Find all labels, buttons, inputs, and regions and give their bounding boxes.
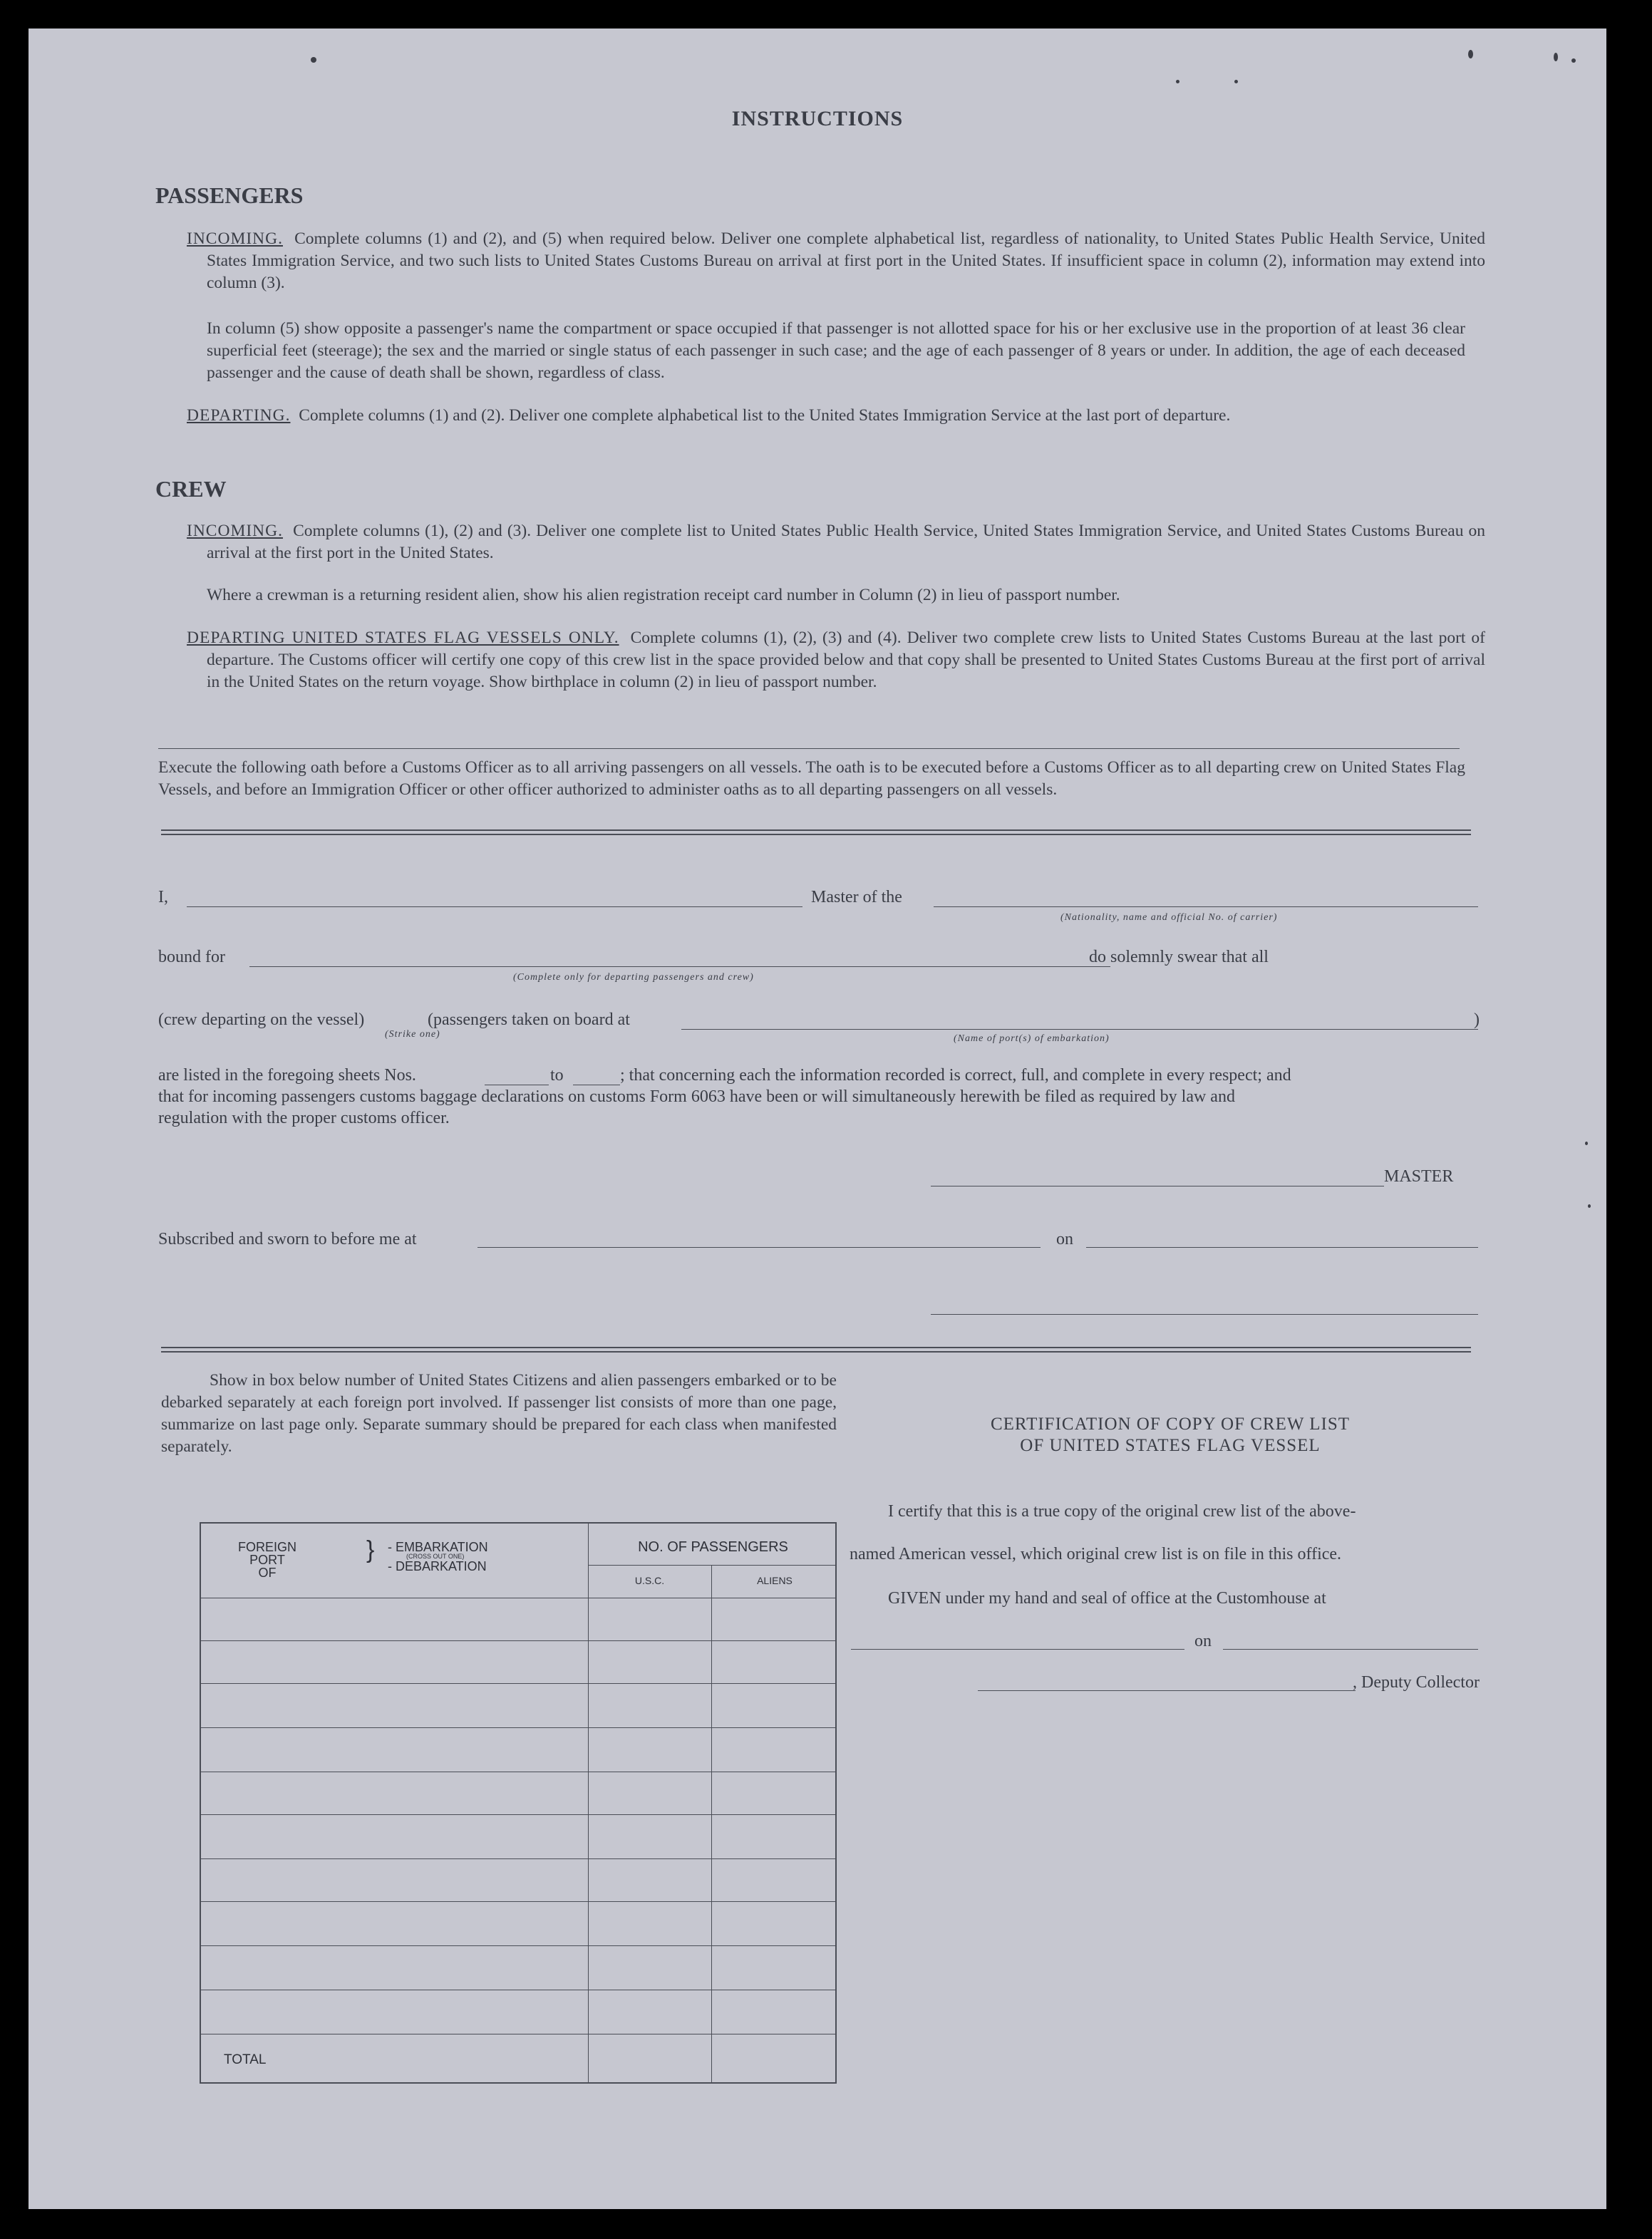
table-row-line: [201, 1727, 835, 1728]
strike-one-caption: (Strike one): [385, 1029, 440, 1040]
scan-speck: [1468, 50, 1473, 58]
crew-incoming-paragraph: [187, 520, 1485, 564]
master-name-field[interactable]: [187, 906, 802, 907]
crew-resident-paragraph: Where a crewman is a returning resident alien, show his alien registration receipt card number in Column (2) in lieu of passport number.: [207, 586, 1120, 604]
aliens-header: ALIENS: [757, 1575, 793, 1586]
crew-departing-paragraph: [187, 627, 1485, 693]
embarkation-label: - EMBARKATION: [388, 1540, 488, 1554]
debarkation-label: - DEBARKATION: [388, 1559, 487, 1573]
double-divider: [161, 829, 1471, 835]
scan-speck: [1571, 58, 1576, 63]
certify-line-1: I certify that this is a true copy of the original crew list of the above-: [888, 1502, 1356, 1521]
double-divider: [161, 1347, 1471, 1353]
certify-line-2: named American vessel, which original crew list is on file in this office.: [850, 1545, 1342, 1563]
certification-date-field[interactable]: [1223, 1649, 1478, 1650]
destination-field[interactable]: [249, 966, 1110, 967]
oath-i-label: I,: [158, 888, 168, 906]
table-column-divider: [588, 1524, 589, 2082]
scan-speck: [311, 57, 316, 63]
divider: [158, 748, 1460, 749]
crew-incoming-label: INCOMING.: [187, 522, 283, 540]
deputy-collector-signature-field[interactable]: [978, 1690, 1356, 1691]
bound-for-label: bound for: [158, 948, 225, 966]
passengers-departing-paragraph: [187, 405, 1485, 427]
do-swear-text: do solemnly swear that all: [1089, 948, 1269, 966]
customhouse-field[interactable]: [851, 1649, 1184, 1650]
passengers-heading: PASSENGERS: [155, 182, 304, 208]
scan-speck: [1176, 80, 1179, 83]
ports-caption: (Name of port(s) of embarkation): [954, 1033, 1110, 1044]
col-port-line: PORT: [249, 1553, 285, 1567]
scan-speck: [1554, 53, 1558, 61]
listed-correct-text: ; that concerning each the information recorded is correct, full, and complete in every respect; and: [620, 1066, 1291, 1085]
passengers-incoming-paragraph: [187, 228, 1485, 294]
subscribed-date-field[interactable]: [1086, 1247, 1478, 1248]
certify-line-3: GIVEN under my hand and seal of office at the Customhouse at: [888, 1589, 1326, 1608]
certification-heading-line: CERTIFICATION OF COPY OF CREW LIST: [990, 1415, 1351, 1434]
passengers-column5-paragraph: In column (5) show opposite a passenger's name the compartment or space occupied if that passenger is not allotted space for his or her exclusive use in the proportion of at least 36 clear superficial feet (steerage); the sex and the married or single status of each passenger in such case; and the age of each passenger of 8 years or under. In addition, the age of each deceased passenger and the cause of death shall be shown, regardless of class.: [207, 319, 1465, 382]
listed-to-label: to: [550, 1066, 564, 1085]
summary-instructions: Show in box below number of United States Citizens and alien passengers embarked or to be debarked separately at each foreign port involved. If passenger list consists of more than one page, summarize on last page only. Separate summary should be prepared for each class when manifested separately.: [161, 1371, 837, 1456]
table-row-line: [201, 1640, 835, 1641]
deputy-collector-label: , Deputy Collector: [1353, 1673, 1480, 1692]
crew-incoming-text: Complete columns (1), (2) and (3). Deliver one complete list to United States Public Health Service, United States Immigration Service, and United States Customs Bureau on arrival at the first port in the United States.: [207, 522, 1485, 562]
certification-heading: [862, 1414, 1478, 1457]
scan-speck: [1585, 1142, 1588, 1145]
page-title: INSTRUCTIONS: [731, 107, 904, 130]
listed-baggage-text: that for incoming passengers customs baggage declarations on customs Form 6063 have been or will simultaneously herewith be filed as required by law and: [158, 1087, 1235, 1106]
form-page: [29, 29, 1606, 2209]
passengers-departing-label: DEPARTING.: [187, 406, 291, 425]
crew-departing-text: Complete columns (1), (2), (3) and (4). Deliver two complete crew lists to United States Customs Bureau at the last port of departure. The Customs officer will certify one copy of this crew list in the space provided below and that copy shall be presented to United States Customs Bureau at the first port of arrival in the United States on the return voyage. Show birthplace in column (2) in lieu of passport number.: [207, 629, 1485, 691]
table-row-line: [201, 1945, 835, 1946]
brace-glyph: }: [366, 1536, 375, 1563]
passengers-incoming-text: Complete columns (1) and (2), and (5) when required below. Deliver one complete alphabetical list, regardless of nationality, to United States Public Health Service, United States Immigration Service, and two such lists to United States Customs Bureau on arrival at first port in the United States. If insufficient space in column (2), information may extend into column (3).: [207, 229, 1485, 292]
passenger-summary-table: [200, 1522, 837, 2084]
close-paren: ): [1474, 1010, 1480, 1029]
total-row-label: TOTAL: [224, 2052, 267, 2067]
col-port-line: OF: [258, 1566, 277, 1580]
table-row-line: [201, 1814, 835, 1815]
carrier-field[interactable]: [934, 906, 1478, 907]
embarkation-ports-field[interactable]: [681, 1029, 1478, 1030]
col-port-line: FOREIGN: [237, 1540, 296, 1554]
crew-heading: CREW: [155, 476, 227, 502]
usc-header: U.S.C.: [634, 1575, 665, 1586]
subscribed-place-field[interactable]: [477, 1247, 1041, 1248]
table-row-line: [201, 1683, 835, 1684]
table-row-line: [201, 1901, 835, 1902]
passengers-taken-option[interactable]: (passengers taken on board at: [428, 1010, 630, 1029]
table-column-divider: [711, 1565, 712, 2082]
crew-departing-option[interactable]: (crew departing on the vessel): [158, 1010, 365, 1029]
scan-speck: [1234, 80, 1238, 83]
col-foreign-port-header: [228, 1541, 306, 1579]
certification-on-label: on: [1194, 1632, 1212, 1650]
listed-regulation-text: regulation with the proper customs officer.: [158, 1109, 450, 1127]
table-header-divider: [588, 1565, 835, 1566]
master-of-the-label: Master of the: [811, 888, 902, 906]
subscribed-label: Subscribed and sworn to before me at: [158, 1230, 417, 1248]
subscribed-on-label: on: [1056, 1230, 1073, 1248]
passengers-departing-text: Complete columns (1) and (2). Deliver one complete alphabetical list to the United States Immigration Service at the last port of departure.: [299, 406, 1231, 425]
passengers-incoming-label: INCOMING.: [187, 229, 283, 248]
table-row-line: [201, 1858, 835, 1859]
carrier-caption: (Nationality, name and official No. of carrier): [1060, 912, 1278, 923]
oath-instructions: Execute the following oath before a Customs Officer as to all arriving passengers on all vessels. The oath is to be executed before a Customs Officer as to all departing crew on United States Flag Vessels, and before an Immigration Officer or other officer authorized to administer oaths as to all departing passengers on all vessels.: [158, 758, 1465, 799]
scan-speck: [1588, 1204, 1591, 1208]
certification-heading-line: OF UNITED STATES FLAG VESSEL: [1020, 1436, 1321, 1455]
cross-out-label: (CROSS OUT ONE): [406, 1553, 465, 1560]
embark-debark-header: [388, 1541, 488, 1573]
master-label: MASTER: [1384, 1167, 1454, 1186]
crew-departing-label: DEPARTING UNITED STATES FLAG VESSELS ONLY.: [187, 629, 619, 647]
no-of-passengers-header: NO. OF PASSENGERS: [638, 1539, 788, 1555]
officer-signature-field[interactable]: [931, 1314, 1478, 1315]
listed-sheets-text: are listed in the foregoing sheets Nos.: [158, 1066, 416, 1085]
bound-caption: (Complete only for departing passengers and crew): [513, 972, 754, 983]
